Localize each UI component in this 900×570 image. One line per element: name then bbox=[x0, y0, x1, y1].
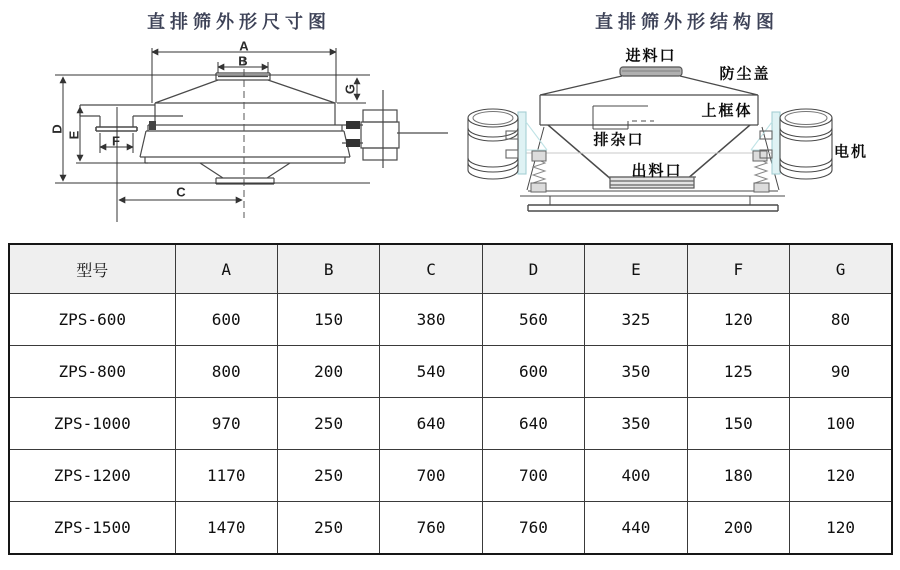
value-cell: 120 bbox=[790, 502, 892, 555]
structure-diagram bbox=[468, 67, 832, 211]
label-upper-frame: 上框体 bbox=[701, 102, 753, 120]
value-cell: 200 bbox=[277, 346, 379, 398]
table-row bbox=[9, 294, 892, 346]
col-header-C: C bbox=[380, 244, 482, 294]
right-diagram-title: 直排筛外形结构图 bbox=[595, 12, 779, 32]
value-cell: 325 bbox=[585, 294, 687, 346]
value-cell: 600 bbox=[482, 346, 584, 398]
value-cell: 120 bbox=[687, 294, 789, 346]
model-cell: ZPS-1500 bbox=[9, 502, 175, 555]
table-row bbox=[9, 346, 892, 398]
value-cell: 180 bbox=[687, 450, 789, 502]
diagrams-canvas bbox=[0, 0, 900, 240]
dim-label-D: D bbox=[49, 124, 65, 134]
value-cell: 350 bbox=[585, 346, 687, 398]
table-row bbox=[9, 398, 892, 450]
value-cell: 700 bbox=[380, 450, 482, 502]
table-row bbox=[9, 502, 892, 555]
value-cell: 150 bbox=[277, 294, 379, 346]
value-cell: 250 bbox=[277, 502, 379, 555]
value-cell: 970 bbox=[175, 398, 277, 450]
dimension-lines bbox=[55, 48, 370, 222]
left-diagram-title: 直排筛外形尺寸图 bbox=[147, 12, 331, 32]
value-cell: 350 bbox=[585, 398, 687, 450]
value-cell: 120 bbox=[790, 450, 892, 502]
dim-label-F: F bbox=[112, 133, 120, 149]
value-cell: 90 bbox=[790, 346, 892, 398]
value-cell: 125 bbox=[687, 346, 789, 398]
label-dust-cover: 防尘盖 bbox=[719, 65, 771, 83]
col-header-E: E bbox=[585, 244, 687, 294]
value-cell: 380 bbox=[380, 294, 482, 346]
value-cell: 700 bbox=[482, 450, 584, 502]
dim-label-B: B bbox=[238, 53, 248, 69]
col-header-G: G bbox=[790, 244, 892, 294]
right-motor-drawing bbox=[751, 109, 832, 179]
label-discharge-outlet: 出料口 bbox=[631, 162, 683, 180]
value-cell: 800 bbox=[175, 346, 277, 398]
value-cell: 1470 bbox=[175, 502, 277, 555]
value-cell: 560 bbox=[482, 294, 584, 346]
dim-label-G: G bbox=[342, 83, 358, 95]
dim-label-A: A bbox=[239, 38, 249, 54]
value-cell: 250 bbox=[277, 398, 379, 450]
value-cell: 100 bbox=[790, 398, 892, 450]
value-cell: 80 bbox=[790, 294, 892, 346]
model-cell: ZPS-600 bbox=[9, 294, 175, 346]
col-header-D: D bbox=[482, 244, 584, 294]
value-cell: 640 bbox=[380, 398, 482, 450]
table-header-row bbox=[9, 244, 892, 294]
value-cell: 760 bbox=[482, 502, 584, 555]
value-cell: 1170 bbox=[175, 450, 277, 502]
value-cell: 250 bbox=[277, 450, 379, 502]
label-impurity-port: 排杂口 bbox=[593, 131, 645, 149]
value-cell: 150 bbox=[687, 398, 789, 450]
model-cell: ZPS-800 bbox=[9, 346, 175, 398]
value-cell: 600 bbox=[175, 294, 277, 346]
value-cell: 440 bbox=[585, 502, 687, 555]
col-header-B: B bbox=[277, 244, 379, 294]
value-cell: 540 bbox=[380, 346, 482, 398]
table-row bbox=[9, 450, 892, 502]
label-feed-inlet: 进料口 bbox=[625, 47, 677, 65]
model-cell: ZPS-1000 bbox=[9, 398, 175, 450]
col-header-F: F bbox=[687, 244, 789, 294]
dim-label-E: E bbox=[66, 130, 82, 140]
label-motor: 电机 bbox=[833, 143, 869, 161]
dimension-diagram bbox=[80, 58, 448, 218]
value-cell: 400 bbox=[585, 450, 687, 502]
dim-label-C: C bbox=[176, 184, 186, 200]
value-cell: 200 bbox=[687, 502, 789, 555]
spec-table bbox=[8, 243, 893, 555]
value-cell: 640 bbox=[482, 398, 584, 450]
model-cell: ZPS-1200 bbox=[9, 450, 175, 502]
col-header-A: A bbox=[175, 244, 277, 294]
left-motor-drawing bbox=[468, 109, 547, 179]
value-cell: 760 bbox=[380, 502, 482, 555]
col-header-model: 型号 bbox=[9, 244, 175, 294]
